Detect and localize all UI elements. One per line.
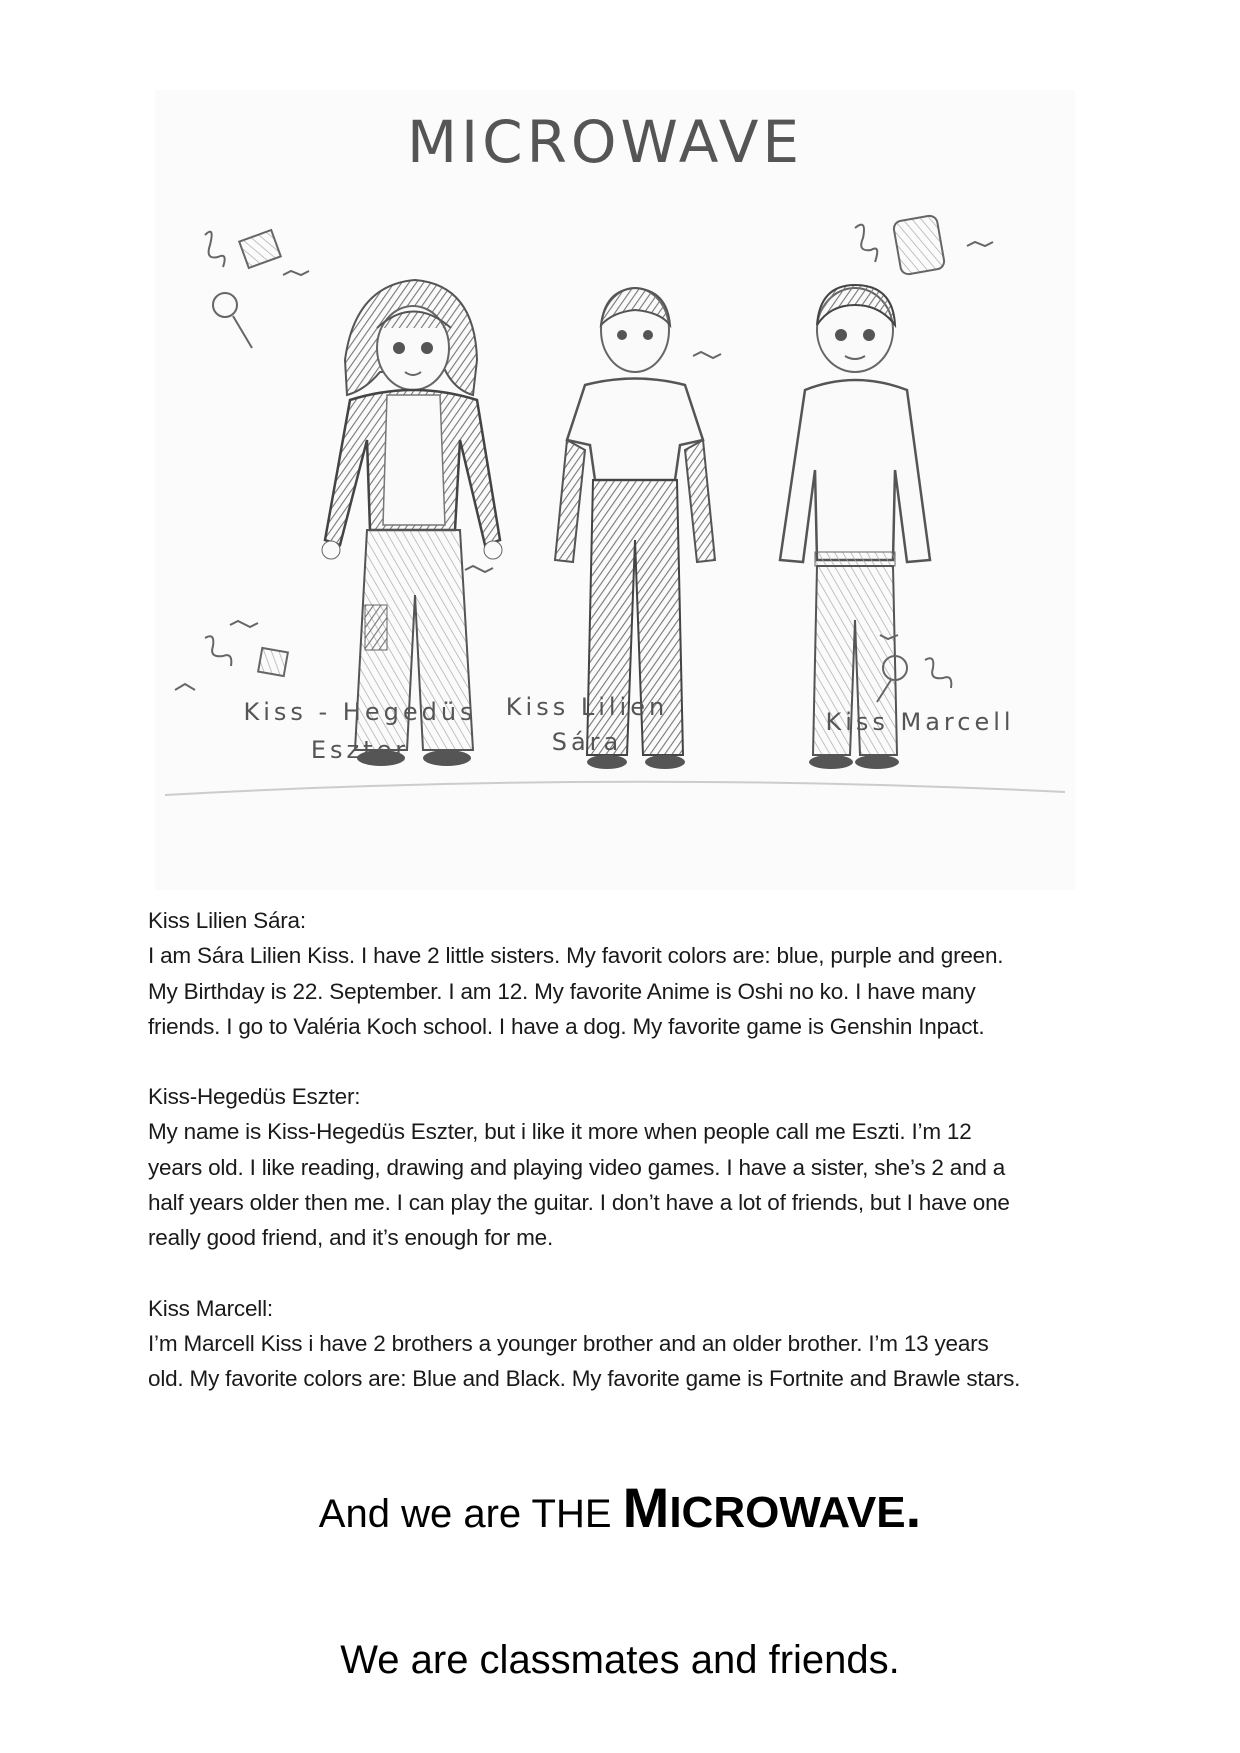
ground-line <box>165 782 1065 795</box>
brand-first-letter: M <box>622 1476 670 1539</box>
bio-line: really good friend, and it’s enough for me. <box>148 1225 553 1251</box>
bio-heading: Kiss-Hegedüs Eszter: <box>148 1084 361 1110</box>
label-sara-line2: Sára <box>551 728 623 756</box>
bio-section-marcell <box>148 1291 1108 1397</box>
bio-line: years old. I like reading, drawing and playing video games. I have a sister, she’s 2 and a <box>148 1154 1006 1180</box>
pencil-drawing <box>155 90 1075 890</box>
bio-line: My Birthday is 22. September. I am 12. My favorite Anime is Oshi no ko. I have many <box>148 978 976 1004</box>
closing-line: We are classmates and friends. <box>340 1638 900 1682</box>
brand-name <box>623 1476 922 1539</box>
label-marcell: Kiss Marcell <box>825 708 1015 736</box>
tagline-prefix: And we are THE <box>318 1492 623 1536</box>
figure-marcell <box>780 285 930 769</box>
bio-section-eszter <box>148 1079 1108 1255</box>
bio-line: half years older then me. I can play the guitar. I don’t have a lot of friends, but I have one <box>148 1190 1010 1216</box>
drawing-title: MICROWAVE <box>406 108 804 176</box>
bio-line: I’m Marcell Kiss i have 2 brothers a younger brother and an older brother. I’m 13 years <box>148 1330 989 1356</box>
drawing-svg <box>155 90 1075 890</box>
bio-text-block <box>148 903 1108 1432</box>
bio-line: old. My favorite colors are: Blue and Black. My favorite game is Fortnite and Brawle stars. <box>148 1366 1021 1392</box>
tagline <box>0 1475 1240 1540</box>
label-sara-line1: Kiss Lilien <box>505 693 669 721</box>
bio-line: I am Sára Lilien Kiss. I have 2 little sisters. My favorit colors are: blue, purple and green. <box>148 943 1004 969</box>
bio-heading: Kiss Lilien Sára: <box>148 908 306 933</box>
label-eszter-line1: Kiss - Hegedüs <box>243 698 477 726</box>
bio-heading: Kiss Marcell: <box>148 1295 273 1321</box>
figure-eszter <box>322 280 502 766</box>
bio-section-sara <box>148 903 1108 1044</box>
bio-line: friends. I go to Valéria Koch school. I have a dog. My favorite game is Genshin Inpact. <box>148 1013 985 1039</box>
brand-period: . <box>905 1476 922 1539</box>
bio-line: My name is Kiss-Hegedüs Eszter, but i like it more when people call me Eszti. I’m 12 <box>148 1119 972 1145</box>
brand-rest: ICROWAVE <box>669 1488 906 1537</box>
label-eszter-line2: Eszter <box>310 736 410 764</box>
